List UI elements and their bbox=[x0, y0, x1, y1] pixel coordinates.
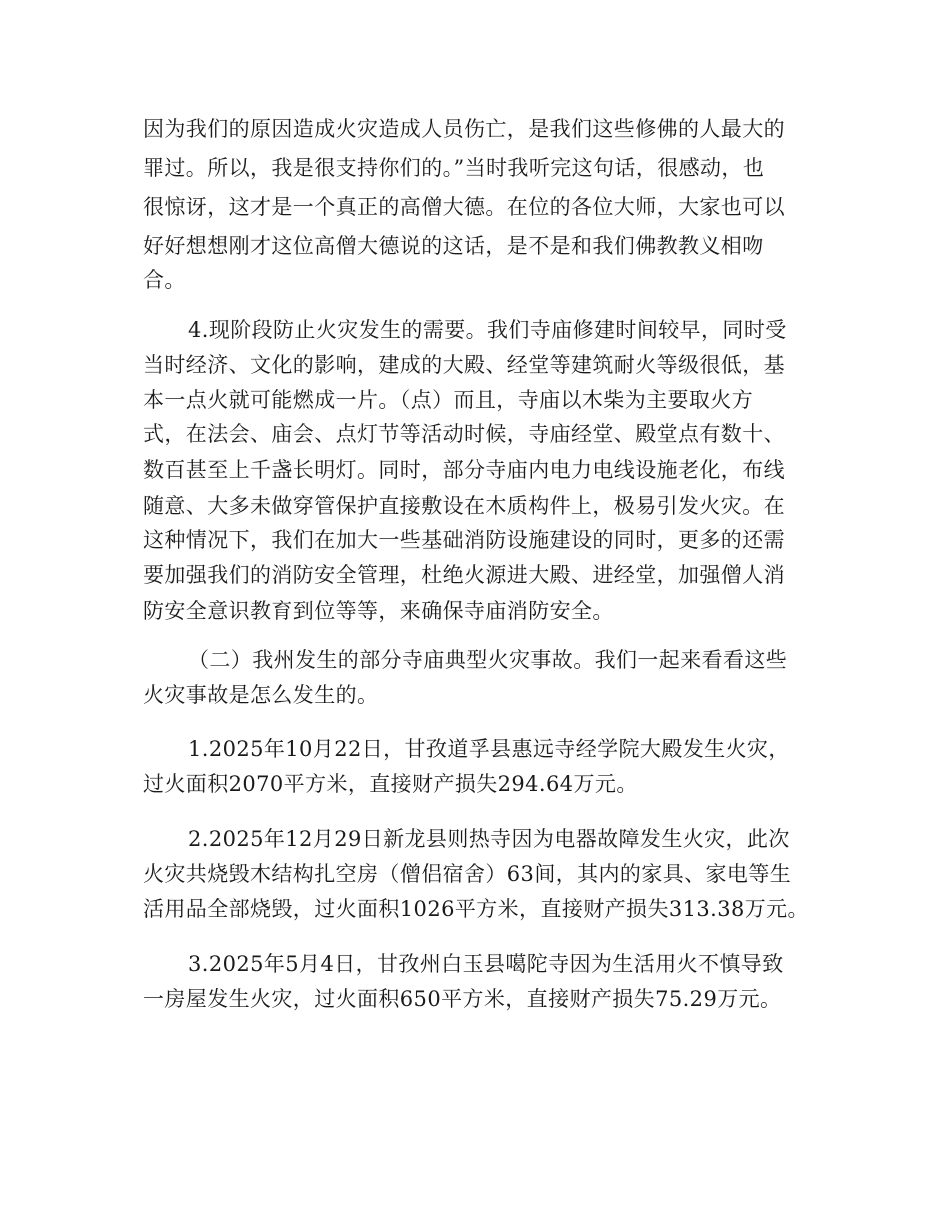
text-line: 4.现阶段防止火灾发生的需要。我们寺庙修建时间较早，同时受 bbox=[188, 318, 787, 342]
text-line: 很惊讶，这才是一个真正的高僧大德。在位的各位大师，大家也可以 bbox=[143, 195, 785, 219]
text-line: 3.2025年5月4日，甘孜州白玉县噶陀寺因为生活用火不慎导致 bbox=[188, 952, 784, 976]
text-line: （二）我州发生的部分寺庙典型火灾事故。我们一起来看看这些 bbox=[188, 648, 788, 672]
text-line: 本一点火就可能燃成一片。（点）而且，寺庙以木柴为主要取火方 bbox=[143, 388, 754, 412]
text-line: 防安全意识教育到位等等，来确保寺庙消防安全。 bbox=[143, 599, 614, 623]
text-line: 要加强我们的消防安全管理，杜绝火源进大殿、进经堂，加强僧人消 bbox=[143, 563, 785, 587]
text-line: 这种情况下，我们在加大一些基础消防设施建设的同时，更多的还需 bbox=[143, 528, 785, 552]
text-line: 式，在法会、庙会、点灯节等活动时候，寺庙经堂、殿堂点有数十、 bbox=[143, 422, 785, 446]
text-line: 当时经济、文化的影响，建成的大殿、经堂等建筑耐火等级很低，基 bbox=[143, 353, 785, 377]
text-line: 1.2025年10月22日，甘孜道孚县惠远寺经学院大殿发生火灾， bbox=[188, 737, 790, 761]
text-line: 随意、大多未做穿管保护直接敷设在木质构件上，极易引发火灾。在 bbox=[143, 494, 785, 518]
text-line: 好好想想刚才这位高僧大德说的这话，是不是和我们佛教教义相吻 bbox=[143, 234, 764, 258]
text-line: 因为我们的原因造成火灾造成人员伤亡，是我们这些修佛的人最大的 bbox=[143, 117, 785, 141]
text-line: 活用品全部烧毁，过火面积1026平方米，直接财产损失313.38万元。 bbox=[143, 897, 809, 921]
text-line: 2.2025年12月29日新龙县则热寺因为电器故障发生火灾，此次 bbox=[188, 827, 790, 851]
text-line: 过火面积2070平方米，直接财产损失294.64万元。 bbox=[143, 772, 638, 796]
text-line: 合。 bbox=[143, 268, 186, 292]
text-line: 火灾事故是怎么发生的。 bbox=[143, 683, 379, 707]
text-line: 一房屋发生火灾，过火面积650平方米，直接财产损失75.29万元。 bbox=[143, 987, 782, 1011]
text-line: 罪过。所以，我是很支持你们的。”当时我听完这句话，很感动，也 bbox=[143, 156, 765, 180]
text-line: 数百甚至上千盏长明灯。同时，部分寺庙内电力电线设施老化，布线 bbox=[143, 458, 785, 482]
text-line: 火灾共烧毁木结构扎空房（僧侣宿舍）63间，其内的家具、家电等生 bbox=[143, 862, 792, 886]
